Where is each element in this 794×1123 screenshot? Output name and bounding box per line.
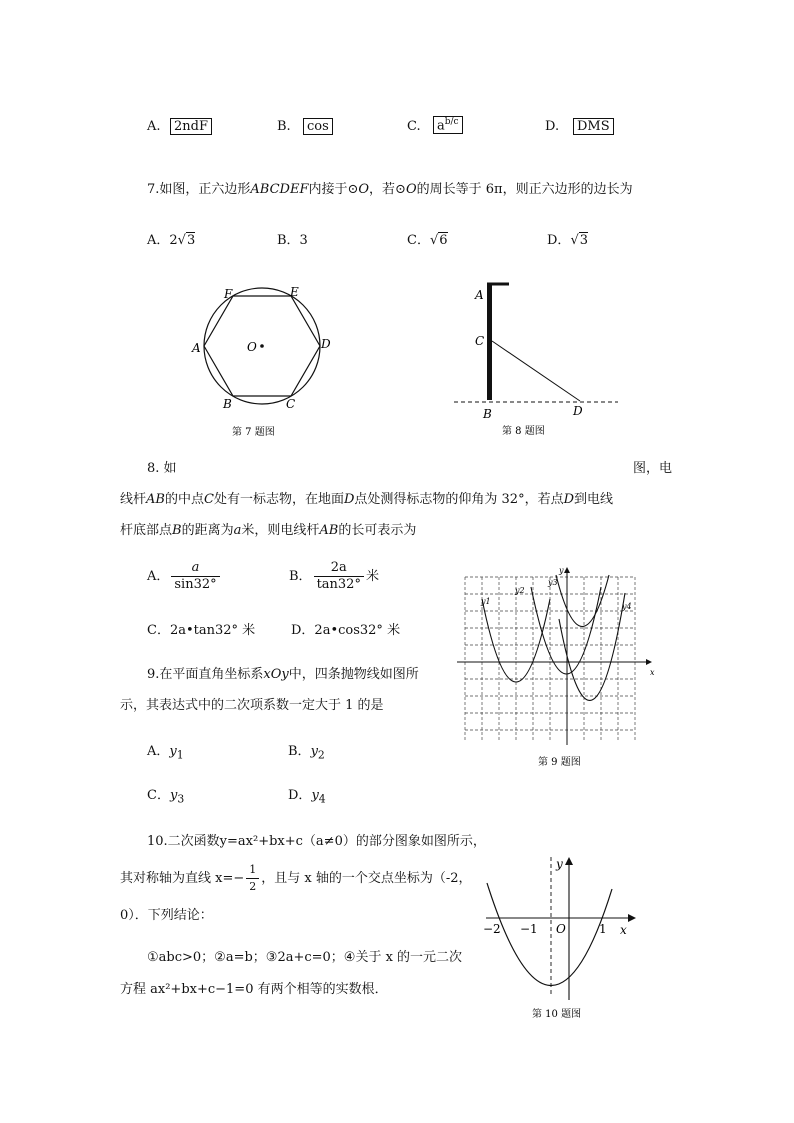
t: C: [203, 492, 214, 507]
q6-option-c-letter: C.: [407, 119, 421, 134]
t: 米，则电线杆: [241, 523, 320, 538]
t: 杆底部点: [120, 523, 173, 538]
q9-option-d: [288, 784, 326, 806]
q7-o2: O: [405, 182, 417, 197]
q8-tu: 图，电: [633, 461, 673, 476]
q7-mid2: ，若⊙: [369, 182, 406, 197]
t: y: [169, 744, 177, 759]
q6-option-c-key: [433, 116, 463, 134]
label-b: B: [223, 397, 232, 411]
q7-o1: O: [358, 182, 370, 197]
q7-prefix: 7.如图，正六边形: [147, 182, 251, 197]
t: a: [233, 523, 242, 538]
t: 的长可表示为: [338, 523, 417, 538]
q10-line2: [120, 862, 472, 895]
tick-neg1: −1: [520, 922, 538, 936]
x-axis-arrow-icon: [646, 659, 652, 665]
figure-8-caption: 第 8 题图: [502, 426, 545, 437]
label-a: A: [192, 341, 201, 355]
parabola-y4: [559, 593, 625, 700]
t: B．: [288, 744, 311, 759]
q9-option-a: [147, 740, 184, 762]
y-axis-arrow-icon: [564, 567, 570, 573]
q8-b-unit: 米: [365, 569, 379, 584]
q7-mid1: 内接于⊙: [308, 182, 359, 197]
q7-a-letter: A．: [147, 233, 170, 248]
t: 其对称轴为直线 x=−: [120, 871, 245, 886]
t: D．: [288, 788, 312, 803]
tick-neg2: −2: [483, 922, 501, 936]
t: 处有一标志物，在地面: [213, 492, 344, 507]
tick-1: 1: [599, 922, 607, 936]
q8-option-c: C．2a•tan32° 米: [147, 623, 256, 638]
t: 2: [317, 748, 325, 762]
label-c: C: [475, 334, 485, 348]
x-axis-arrow-icon: [628, 914, 636, 922]
q6-option-b-letter: B.: [277, 119, 291, 134]
q8-option-d: D．2a•cos32° 米: [291, 623, 401, 638]
x-axis-label: x: [620, 923, 627, 937]
t: D: [343, 492, 355, 507]
q6-option-b-key: cos: [303, 118, 333, 135]
t: 3: [177, 792, 185, 806]
figure-9-caption: 第 9 题图: [538, 757, 581, 768]
origin-label: O: [556, 922, 566, 936]
q9-option-c: [147, 784, 184, 806]
q7-suffix: 的周长等于 6π，则正六边形的边长为: [416, 182, 633, 197]
t: A．: [147, 744, 170, 759]
q10-line1: 10.二次函数y=ax²+bx+c（a≠0）的部分图象如图所示，: [147, 834, 486, 849]
q8-line2: [120, 488, 613, 507]
t: D: [563, 492, 575, 507]
t: 的中点: [164, 492, 204, 507]
q9-option-b: [288, 740, 325, 762]
figure-7-hexagon: [180, 278, 350, 443]
t: AB: [319, 523, 339, 538]
q7-option-d: D．√3: [547, 233, 589, 248]
q7-c-rad: 6: [439, 233, 448, 248]
q8-line3: [120, 519, 416, 538]
q7-d-letter: D．: [547, 233, 571, 248]
label-y1: y1: [481, 597, 491, 606]
label-e: E: [290, 285, 299, 299]
t: xOy: [263, 667, 289, 682]
t: 9.在平面直角坐标系: [147, 667, 264, 682]
parabola-y2: [531, 587, 601, 674]
label-y2: y2: [515, 586, 525, 595]
q7-a-coef: 2: [169, 233, 178, 248]
t: y: [310, 744, 318, 759]
figure-9-parabolas: [455, 565, 660, 770]
t: y: [169, 788, 178, 803]
q9-line2: 示，其表达式中的二次项系数一定大于 1 的是: [120, 698, 384, 713]
q10-line3: 0）．下列结论：: [120, 908, 213, 923]
q6-option-d-key: DMS: [573, 118, 614, 135]
figure-7-caption: 第 7 题图: [232, 427, 275, 438]
q7-a-rad: 3: [186, 233, 196, 248]
t: 中，四条抛物线如图所: [288, 667, 419, 682]
y-axis-label: y: [559, 566, 564, 575]
t: ，且与 x 轴的一个交点坐标为（-2，: [261, 871, 472, 886]
q10-line4: ①abc>0；②a=b；③2a+c=0；④关于 x 的一元二次: [147, 950, 463, 965]
label-c: C: [286, 397, 296, 411]
q7-option-b: B．3: [277, 233, 308, 248]
t: 线杆: [120, 492, 147, 507]
q8-a-num: a: [171, 560, 219, 577]
t: 4: [318, 792, 326, 806]
q8-b-num: 2a: [314, 560, 364, 577]
q7-option-c: C．√6: [407, 233, 448, 248]
label-d: D: [321, 337, 331, 351]
q7-option-a: A．2√3: [147, 233, 196, 248]
q6-option-d-letter: D.: [545, 119, 560, 134]
q7-hexagon-name: ABCDEF: [250, 182, 309, 197]
t: 点处测得标志物的仰角为 32°，若点: [354, 492, 564, 507]
q6-option-c-key-a: a: [437, 118, 445, 134]
q6-option-c-key-sup: b/c: [444, 117, 459, 127]
figure-10-caption: 第 10 题图: [532, 1009, 582, 1020]
label-d: D: [573, 404, 583, 418]
figure-8-pole: [440, 275, 630, 440]
q8-option-a: [147, 560, 222, 593]
y-axis-label: y: [556, 857, 563, 871]
pole: [487, 283, 492, 400]
q8-b-den: tan32°: [316, 577, 361, 592]
t: 2: [249, 880, 257, 893]
label-b: B: [483, 407, 492, 421]
q8-b-letter: B．: [289, 569, 312, 584]
q8-option-b: [289, 560, 379, 593]
q7-d-rad: 3: [579, 233, 589, 248]
x-axis-label: x: [650, 668, 655, 677]
t: 到电线: [574, 492, 614, 507]
t: AB: [146, 492, 165, 507]
q7-stem: [147, 178, 633, 197]
q8-a-den: sin32°: [174, 577, 217, 592]
t: y: [311, 788, 319, 803]
label-y4: y4: [622, 602, 632, 611]
t: 1: [246, 862, 259, 879]
sight-line-cd: [492, 341, 580, 401]
label-a: A: [475, 288, 484, 302]
t: 1: [176, 748, 184, 762]
parabola: [487, 883, 612, 986]
y-axis-arrow-icon: [565, 857, 573, 865]
center-o-dot: [260, 344, 264, 348]
figure-10-parabola: [482, 855, 642, 1025]
t: C．: [147, 788, 170, 803]
label-o: O: [247, 340, 257, 354]
q6-option-a-letter: A.: [147, 119, 161, 134]
q10-line5: 方程 ax²+bx+c−1=0 有两个相等的实数根．: [120, 982, 388, 997]
q8-a-letter: A．: [147, 569, 170, 584]
q9-line1: [147, 663, 419, 682]
q7-c-letter: C．: [407, 233, 430, 248]
q8-num: 8. 如: [147, 461, 177, 476]
t: 的距离为: [181, 523, 234, 538]
label-f: F: [224, 287, 233, 301]
q6-option-a-key: 2ndF: [170, 118, 212, 135]
t: B: [172, 523, 182, 538]
label-y3: y3: [548, 578, 558, 587]
